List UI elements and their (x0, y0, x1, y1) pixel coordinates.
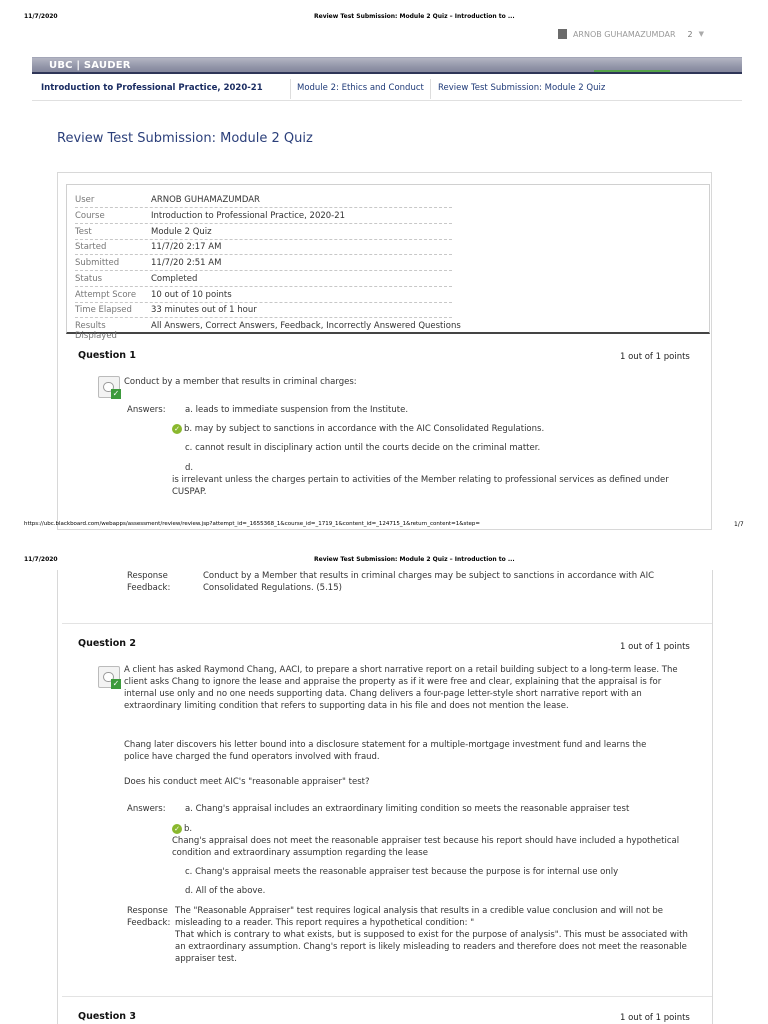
question-2-feedback (175, 905, 690, 965)
question-1-points: 1 out of 1 points (620, 352, 690, 362)
checkmark-icon: ✓ (172, 824, 182, 834)
row-divider (75, 207, 452, 208)
question-1-prompt: Conduct by a member that results in criminal charges: (124, 377, 357, 387)
print-title: Review Test Submission: Module 2 Quiz – Introduction to ... (314, 556, 515, 563)
question-2-question: Does his conduct meet AIC's "reasonable appraiser" test? (124, 777, 370, 787)
container-border (57, 570, 58, 1024)
feedback-text: The "Reasonable Appraiser" test requires logical analysis that results in a credible value conclusion and will not be misleading to a reader. This report requires a hypothetical condition: " (175, 906, 664, 928)
row-divider (75, 270, 452, 271)
question-2-prompt: A client has asked Raymond Chang, AACI, to prepare a short narrative report on a retail building subject to a long-term lease. The client asks Chang to ignore the lease and appraise the property as if it were free and clear, explaining that the appraisal is for internal use only and no one needs supporting data. Chang delivers a four-page letter-style short narrative report with an extraordinary limiting condition that refers to supporting data in his file and does not mention the lease. (124, 665, 678, 711)
answer-option: Chang's appraisal does not meet the reasonable appraiser test because his report should have included a hypothetical condition and extraordinary assumption regarding the lease (172, 836, 680, 858)
answer-option: is irrelevant unless the charges pertain to activities of the Member relating to professional services as defined under CUSPAP. (172, 475, 669, 497)
info-label: Started (75, 242, 107, 252)
answer-option: c. cannot result in disciplinary action until the courts decide on the criminal matter. (185, 443, 541, 453)
info-value: Module 2 Quiz (151, 227, 212, 237)
info-value: Completed (151, 274, 198, 284)
answer-text: b. may by subject to sanctions in accordance with the AIC Consolidated Regulations. (184, 424, 545, 434)
answer-option-correct (172, 823, 192, 835)
print-page-number: 1/7 (734, 521, 744, 528)
answer-option: a. Chang's appraisal includes an extraordinary limiting condition so meets the reasonable appraiser test (185, 804, 630, 814)
page-title: Review Test Submission: Module 2 Quiz (57, 131, 313, 146)
answers-label: Answers: (127, 405, 166, 415)
container-border (712, 570, 713, 1024)
breadcrumb-page[interactable]: Review Test Submission: Module 2 Quiz (438, 83, 606, 93)
breadcrumb (32, 76, 742, 101)
question-3-heading: Question 3 (78, 1011, 136, 1022)
row-divider (75, 302, 452, 303)
row-divider (75, 254, 452, 255)
user-name: ARNOB GUHAMAZUMDAR (572, 29, 676, 39)
print-title: Review Test Submission: Module 2 Quiz – Introduction to ... (314, 13, 515, 20)
question-divider (62, 996, 712, 997)
info-label: Submitted (75, 258, 120, 268)
notification-count: 2 (687, 29, 693, 39)
info-value: 10 out of 10 points (151, 290, 232, 300)
question-1-heading: Question 1 (78, 350, 136, 361)
info-value: All Answers, Correct Answers, Feedback, Incorrectly Answered Questions (151, 321, 461, 331)
info-value: 11/7/20 2:51 AM (151, 258, 222, 268)
answer-option-label: d. (185, 463, 194, 473)
info-label: Test (75, 227, 92, 237)
question-3-points: 1 out of 1 points (620, 1013, 690, 1023)
info-label: Results Displayed (75, 321, 117, 341)
feedback-label-line: Response (127, 571, 168, 581)
question-1-feedback: Conduct by a Member that results in criminal charges may be subject to sanctions in accordance with AIC Consolidated Regulations. (5.15) (203, 571, 655, 593)
feedback-label (127, 570, 170, 594)
user-menu[interactable] (558, 29, 704, 39)
info-value: 33 minutes out of 1 hour (151, 305, 257, 315)
row-divider (75, 317, 452, 318)
answer-label: b. (184, 824, 193, 834)
chevron-down-icon: ▼ (698, 30, 704, 38)
print-date: 11/7/2020 (24, 556, 58, 563)
answers-label: Answers: (127, 804, 166, 814)
correct-answer-icon: ✓ (98, 666, 120, 688)
breadcrumb-course[interactable]: Introduction to Professional Practice, 2020-21 (41, 83, 263, 93)
banner-underline (32, 72, 742, 74)
info-label: Time Elapsed (75, 305, 132, 315)
feedback-label-line: Feedback: (127, 918, 171, 928)
row-divider (75, 239, 452, 240)
info-label: Status (75, 274, 103, 284)
ubc-sauder-logo: UBC | SAUDER (49, 60, 131, 71)
info-value: ARNOB GUHAMAZUMDAR (151, 195, 260, 205)
question-2-heading: Question 2 (78, 638, 136, 649)
info-value: Introduction to Professional Practice, 2020-21 (151, 211, 346, 221)
info-label: User (75, 195, 95, 205)
feedback-label-line: Response (127, 906, 168, 916)
feedback-label-line: Feedback: (127, 583, 171, 593)
answer-option-correct (172, 423, 544, 435)
breadcrumb-separator (430, 79, 431, 99)
info-value: 11/7/20 2:17 AM (151, 242, 222, 252)
answer-option: a. leads to immediate suspension from the Institute. (185, 405, 409, 415)
answer-option: c. Chang's appraisal meets the reasonable appraiser test because the purpose is for internal use only (185, 867, 619, 877)
question-divider (62, 623, 712, 624)
breadcrumb-separator (290, 79, 291, 99)
row-divider (75, 286, 452, 287)
feedback-text: That which is contrary to what exists, but is supposed to exist for the purpose of analysis". This must be associated with an extraordinary assumption. Chang's report is likely misleading to readers and therefore does not meet the reasonable appraiser test. (175, 930, 688, 964)
question-2-points: 1 out of 1 points (620, 642, 690, 652)
row-divider (75, 223, 452, 224)
feedback-label (127, 905, 170, 929)
breadcrumb-module[interactable]: Module 2: Ethics and Conduct (297, 83, 424, 93)
checkmark-icon: ✓ (172, 424, 182, 434)
print-date: 11/7/2020 (24, 13, 58, 20)
avatar (558, 29, 567, 39)
question-2-prompt-continued: Chang later discovers his letter bound into a disclosure statement for a multiple-mortgage investment fund and learns the police have charged the fund operators involved with fraud. (124, 740, 647, 762)
answer-option: d. All of the above. (185, 886, 266, 896)
info-label: Course (75, 211, 105, 221)
correct-answer-icon: ✓ (98, 376, 120, 398)
info-label: Attempt Score (75, 290, 137, 300)
print-url: https://ubc.blackboard.com/webapps/assessment/review/review.jsp?attempt_id=_1655368_1&course_id=_1719_1&content_id=_124715_1&return_content=1&step= (24, 521, 480, 527)
